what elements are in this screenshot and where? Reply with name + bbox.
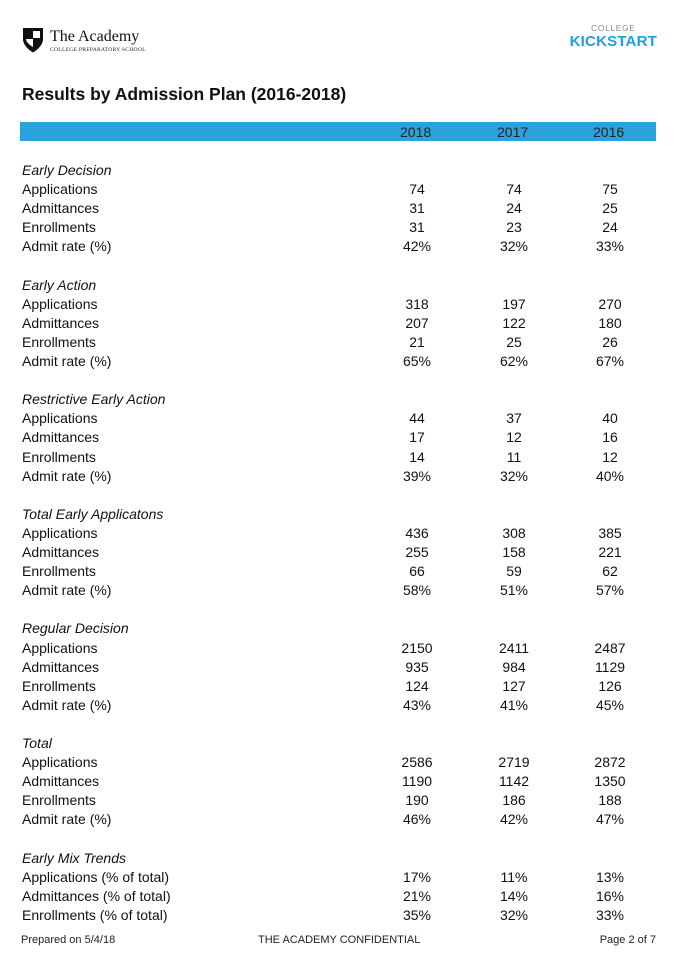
- cell-2018: 255: [405, 544, 429, 560]
- table-row: [0, 772, 680, 791]
- section-heading: [0, 161, 680, 180]
- row-label: Applications: [22, 524, 98, 541]
- cell-2017: 37: [506, 410, 522, 427]
- row-label: Enrollments: [22, 219, 96, 236]
- table-row: [0, 448, 680, 467]
- cell-2017: 308: [502, 524, 526, 541]
- cell-2017: 32%: [499, 238, 529, 255]
- school-subtitle: COLLEGE PREPARATORY SCHOOL: [50, 47, 146, 53]
- cell-2017: 2411: [498, 639, 530, 656]
- cell-2017: 158: [502, 544, 526, 560]
- cell-2017: 197: [502, 295, 526, 312]
- table-row: [0, 218, 680, 237]
- cell-2018: 17%: [402, 868, 432, 885]
- cell-2017: 41%: [499, 696, 529, 713]
- row-label: Applications (% of total): [22, 868, 170, 885]
- section-heading: [0, 505, 680, 524]
- cell-2017: 32%: [499, 467, 529, 484]
- brand-logo: [570, 24, 657, 49]
- row-label: Admit rate (%): [22, 238, 112, 255]
- row-label: Applications: [22, 754, 98, 771]
- cell-2016: 33%: [595, 238, 625, 255]
- cell-2016: 40%: [595, 467, 625, 484]
- table-row: [0, 180, 680, 199]
- table-row: [0, 581, 680, 600]
- cell-2018: 58%: [402, 582, 432, 599]
- row-label: Admittances: [22, 429, 100, 446]
- section-heading-label: Early Mix Trends: [22, 849, 126, 866]
- cell-2017: 51%: [499, 582, 529, 599]
- table-row: [0, 562, 680, 581]
- table-row: [0, 810, 680, 829]
- cell-2017: 74: [506, 181, 522, 198]
- cell-2016: 67%: [595, 353, 625, 369]
- row-label: Admittances: [22, 544, 100, 560]
- cell-2016: 75: [602, 181, 618, 198]
- table-row: [0, 352, 680, 371]
- cell-2018: 65%: [402, 353, 432, 369]
- cell-2018: 42%: [402, 238, 432, 255]
- cell-2017: 14%: [499, 887, 529, 904]
- cell-2018: 190: [405, 792, 429, 809]
- cell-2017: 62%: [499, 353, 529, 369]
- cell-2017: 127: [502, 677, 526, 694]
- cell-2018: 44: [409, 410, 425, 427]
- brand-main-text: KICKSTART: [569, 32, 657, 50]
- row-label: Admittances: [22, 314, 100, 331]
- row-label: Applications: [22, 181, 98, 198]
- cell-2016: 12: [602, 448, 618, 465]
- page-title: Results by Admission Plan (2016-2018): [22, 84, 347, 104]
- cell-2017: 2719: [498, 754, 530, 771]
- row-label: Admit rate (%): [22, 696, 112, 713]
- cell-2016: 2872: [594, 754, 626, 771]
- cell-2018: 66: [409, 563, 425, 580]
- table-row: [0, 543, 680, 562]
- table-row: [0, 409, 680, 428]
- section-heading-label: Early Action: [22, 276, 97, 293]
- section-heading-label: Early Decision: [22, 162, 112, 178]
- cell-2018: 436: [405, 524, 429, 541]
- column-header-2018: 2018: [400, 124, 432, 140]
- cell-2017: 59: [506, 563, 522, 580]
- cell-2017: 11%: [500, 868, 528, 885]
- cell-2018: 39%: [402, 467, 432, 484]
- row-label: Admit rate (%): [22, 353, 112, 369]
- section-heading: [0, 734, 680, 753]
- cell-2018: 1190: [401, 773, 433, 790]
- cell-2017: 42%: [499, 811, 529, 828]
- section-heading-label: Restrictive Early Action: [22, 391, 166, 408]
- row-label: Enrollments: [22, 563, 96, 580]
- footer-page-number: Page 2 of 7: [599, 934, 656, 946]
- cell-2018: 35%: [402, 906, 432, 923]
- cell-2017: 24: [506, 200, 522, 217]
- row-label: Enrollments: [22, 792, 96, 809]
- section-heading-label: Regular Decision: [22, 620, 129, 637]
- cell-2016: 385: [598, 524, 622, 541]
- cell-2016: 45%: [595, 696, 625, 713]
- cell-2016: 24: [602, 219, 618, 236]
- table-row: [0, 677, 680, 696]
- cell-2018: 21%: [402, 887, 432, 904]
- row-label: Applications: [22, 410, 98, 427]
- cell-2016: 1350: [594, 773, 626, 790]
- cell-2018: 31: [409, 219, 425, 236]
- cell-2018: 935: [405, 658, 429, 675]
- table-row: [0, 906, 680, 925]
- footer-confidential: THE ACADEMY CONFIDENTIAL: [258, 934, 421, 946]
- row-label: Admittances: [22, 658, 100, 675]
- row-label: Applications: [22, 639, 98, 656]
- cell-2016: 188: [598, 792, 622, 809]
- cell-2018: 17: [409, 429, 425, 446]
- cell-2016: 33%: [595, 906, 625, 923]
- cell-2016: 180: [598, 314, 622, 331]
- cell-2017: 32%: [499, 906, 529, 923]
- cell-2018: 318: [405, 295, 429, 312]
- cell-2017: 12: [506, 429, 522, 446]
- cell-2017: 11: [506, 448, 522, 465]
- cell-2016: 57%: [595, 582, 625, 599]
- section-heading-label: Total: [22, 735, 52, 751]
- row-label: Applications: [22, 295, 98, 312]
- cell-2018: 2150: [401, 639, 433, 656]
- table-row: [0, 524, 680, 543]
- shield-icon: [22, 26, 44, 54]
- table-row: [0, 868, 680, 887]
- cell-2016: 26: [602, 333, 618, 350]
- section-heading: [0, 390, 680, 409]
- row-label: Enrollments (% of total): [22, 906, 168, 923]
- cell-2017: 25: [506, 333, 522, 350]
- row-label: Enrollments: [22, 448, 96, 465]
- cell-2018: 43%: [402, 696, 432, 713]
- table-row: [0, 237, 680, 256]
- table-row: [0, 791, 680, 810]
- table-row: [0, 333, 680, 352]
- table-row: [0, 467, 680, 486]
- table-row: [0, 314, 680, 333]
- row-label: Admit rate (%): [22, 467, 112, 484]
- cell-2018: 124: [405, 677, 429, 694]
- brand-top-text: COLLEGE: [591, 23, 636, 33]
- cell-2016: 270: [598, 295, 622, 312]
- table-row: [0, 887, 680, 906]
- cell-2017: 984: [502, 658, 526, 675]
- row-label: Admittances (% of total): [22, 887, 171, 904]
- column-header-2016: 2016: [593, 124, 625, 140]
- row-label: Admittances: [22, 773, 100, 790]
- row-label: Admit rate (%): [22, 582, 112, 599]
- cell-2016: 62: [602, 563, 618, 580]
- table-row: [0, 658, 680, 677]
- cell-2016: 221: [598, 544, 622, 560]
- footer-prepared: Prepared on 5/4/18: [21, 934, 116, 946]
- cell-2016: 126: [598, 677, 622, 694]
- cell-2017: 186: [502, 792, 526, 809]
- school-name: The Academy: [50, 28, 140, 45]
- section-heading: [0, 849, 680, 868]
- cell-2016: 13%: [595, 868, 625, 885]
- column-header-2017: 2017: [497, 124, 529, 140]
- table-header-bar: [20, 122, 656, 141]
- cell-2016: 40: [602, 410, 618, 427]
- cell-2017: 122: [502, 314, 526, 331]
- table-row: [0, 428, 680, 447]
- cell-2018: 14: [409, 448, 425, 465]
- cell-2018: 31: [409, 200, 425, 217]
- cell-2018: 74: [409, 181, 425, 198]
- school-logo: [22, 26, 146, 54]
- cell-2018: 207: [405, 314, 429, 331]
- cell-2016: 16%: [595, 887, 625, 904]
- cell-2018: 2586: [401, 754, 433, 771]
- cell-2018: 21: [409, 333, 425, 350]
- table-row: [0, 639, 680, 658]
- cell-2018: 46%: [402, 811, 432, 828]
- table-row: [0, 199, 680, 218]
- row-label: Admit rate (%): [22, 811, 112, 828]
- cell-2016: 25: [602, 200, 618, 217]
- cell-2016: 1129: [594, 658, 626, 675]
- row-label: Enrollments: [22, 677, 96, 694]
- table-row: [0, 753, 680, 772]
- table-row: [0, 696, 680, 715]
- table-row: [0, 295, 680, 314]
- cell-2016: 47%: [595, 811, 625, 828]
- section-heading: [0, 619, 680, 638]
- section-heading-label: Total Early Applicatons: [22, 505, 164, 522]
- cell-2017: 23: [506, 219, 522, 236]
- cell-2017: 1142: [498, 773, 530, 790]
- cell-2016: 16: [602, 429, 618, 446]
- row-label: Admittances: [22, 200, 100, 217]
- row-label: Enrollments: [22, 333, 96, 350]
- section-heading: [0, 276, 680, 295]
- cell-2016: 2487: [594, 639, 626, 656]
